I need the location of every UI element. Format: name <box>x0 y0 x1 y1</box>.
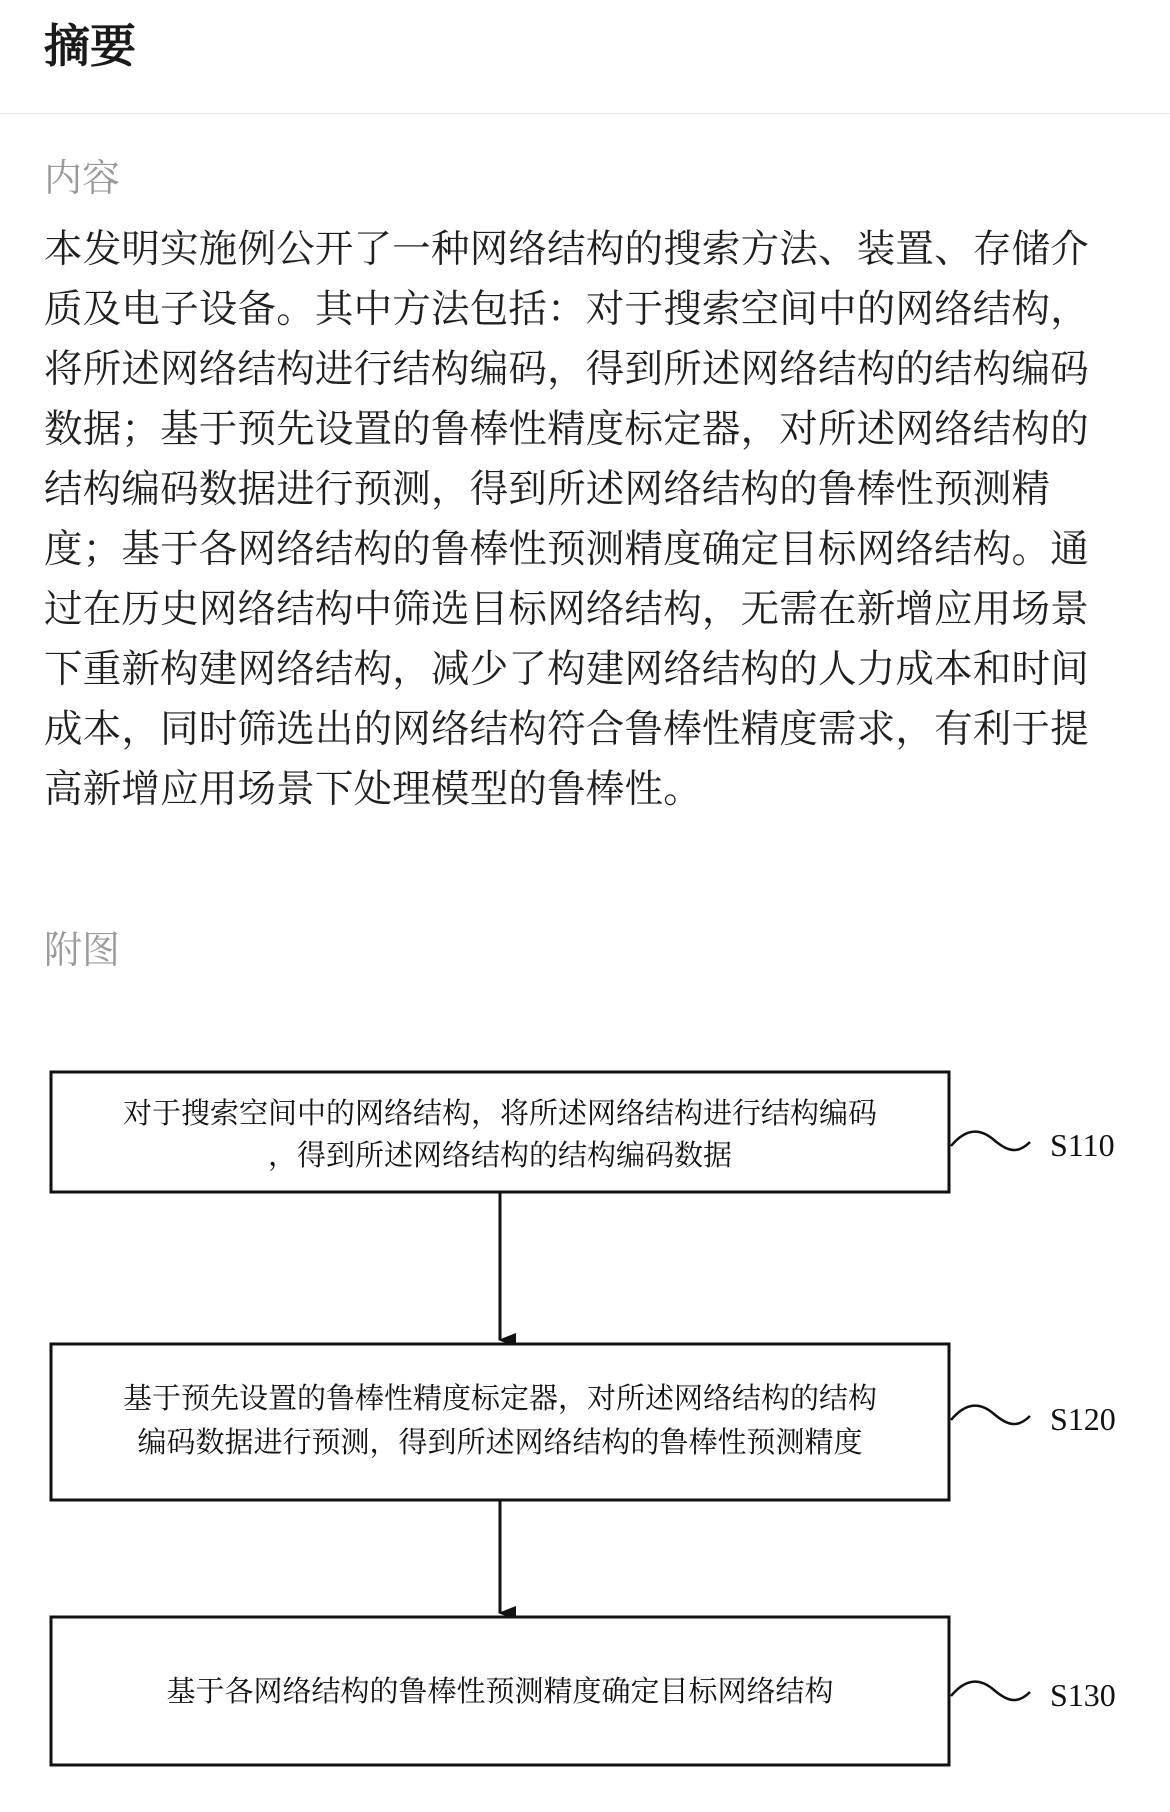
leader-squiggle-s130 <box>951 1682 1030 1700</box>
step-s110-line1: 对于搜索空间中的网络结构，将所述网络结构进行结构编码 <box>122 1096 878 1130</box>
step-id-s110: S110 <box>1050 1127 1115 1163</box>
flow-step-s110 <box>51 1072 1115 1192</box>
leader-squiggle-s110 <box>951 1132 1030 1150</box>
step-box-s120 <box>51 1344 949 1500</box>
flow-step-s130 <box>51 1617 1116 1765</box>
flow-step-s120 <box>51 1344 1116 1500</box>
content-section-label: 内容 <box>44 156 121 200</box>
step-box-s110 <box>51 1072 949 1192</box>
page-header <box>0 0 1170 114</box>
step-s130-line1: 基于各网络结构的鲁棒性预测精度确定目标网络结构 <box>166 1674 834 1708</box>
leader-squiggle-s120 <box>951 1406 1030 1424</box>
step-s120-line1: 基于预先设置的鲁棒性精度标定器，对所述网络结构的结构 <box>122 1381 878 1415</box>
step-s110-line2: ，得到所述网络结构的结构编码数据 <box>267 1138 733 1172</box>
abstract-text: 本发明实施例公开了一种网络结构的搜索方法、装置、存储介质及电子设备。其中方法包括：对于搜索空间中的网络结构，将所述网络结构进行结构编码，得到所述网络结构的结构编码数据；基于预先设置的鲁棒性精度标定器，对所述网络结构的结构编码数据进行预测，得到所述网络结构的鲁棒性预测精度；基于各网络结构的鲁棒性预测精度确定目标网络结构。通过在历史网络结构中筛选目标网络结构，无需在新增应用场景下重新构建网络结构，减少了构建网络结构的人力成本和时间成本，同时筛选出的网络结构符合鲁棒性精度需求，有利于提高新增应用场景下处理模型的鲁棒性。 <box>44 227 1089 812</box>
step-id-s130: S130 <box>1050 1677 1116 1713</box>
step-id-s120: S120 <box>1050 1401 1116 1437</box>
page-title: 摘要 <box>44 19 136 73</box>
flowchart <box>0 1050 1170 1780</box>
step-s120-line2: 编码数据进行预测，得到所述网络结构的鲁棒性预测精度 <box>137 1425 863 1459</box>
figure-section-label: 附图 <box>44 928 121 972</box>
